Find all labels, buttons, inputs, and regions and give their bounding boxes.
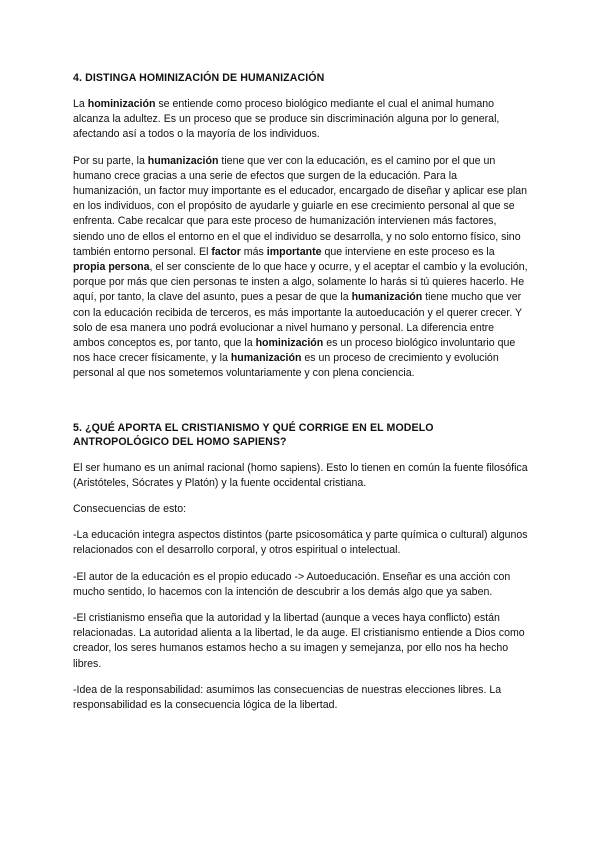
section-5-paragraph-3: -La educación integra aspectos distintos (parte psicosomática y parte química o cultural) algunos relacionados con el desarrollo corporal, y otros espiritual o intelectual. (73, 529, 528, 557)
section-5-heading: 5. ¿QUÉ APORTA EL CRISTIANISMO Y QUÉ CORRIGE EN EL MODELO ANTROPOLÓGICO DEL HOMO SAPIENS? (73, 421, 434, 448)
text-run: Por su parte, la (73, 154, 148, 167)
text-run: La (73, 98, 88, 110)
section-5-paragraph-2: Consecuencias de esto: (73, 503, 187, 516)
text-run: se entiende como proceso biológico mediante el cual el animal humano alcanza la adultez. Es un proceso que se produce sin discriminación alguna por lo general, afectando así a todos o la mayoría de los individuos. (73, 98, 500, 141)
text-run: , el ser consciente de lo que hace y ocurre, y el aceptar el cambio y la evolución, porque por más que cien personas te insten a algo, solamente lo harás si tú quieres hacerlo. He aquí, por tanto, la clave del asunto, pues a pesar de que la (73, 261, 528, 304)
section-5-paragraph-5: -El cristianismo enseña que la autoridad y la libertad (aunque a veces haya conflicto) están relacionadas. La autoridad alienta a la libertad, le da auge. El cristianismo entiende a Dios como creador, los seres humanos estamos hecho a su imagen y semejanza, por ello nos ha hecho libres. (73, 612, 525, 670)
text-run: que interviene en este proceso es la (321, 245, 495, 258)
text-run: es un proceso biológico involuntario que nos hace crecer físicamente, y la (73, 337, 516, 365)
bold-term: hominización (255, 337, 324, 350)
text-run: tiene mucho que ver con la educación recibida de terceros, es más importante la autoeducación y el querer crecer. Y solo de esa manera uno podrá evolucionar a nivel humano y personal. La diferencia entre ambos conceptos es, por tanto, que la (73, 291, 522, 350)
document-page (73, 71, 528, 713)
bold-term: propia persona (73, 261, 150, 274)
section-4-heading: 4. DISTINGA HOMINIZACIÓN DE HUMANIZACIÓN (73, 72, 325, 84)
section-5-paragraph-6: -Idea de la responsabilidad: asumimos las consecuencias de nuestras elecciones libres. La responsabilidad es la consecuencia lógica de la libertad. (73, 683, 502, 712)
section-4-paragraph-1 (73, 97, 528, 143)
bold-term: humanización (351, 291, 423, 304)
text-run: tiene que ver con la educación, es el camino por el que un humano crece gracias a una serie de efectos que surgen de la educación. Para la humanización, un factor muy importante es el educador, encargado de diseñar y aplicar ese plan en los individuos, con el propósito de ayudarle y guiarle en ese crecimiento personal al que se enfrenta. Cabe recalcar que para este proceso de humanización intervienen más factores, siendo uno de ellos el entorno en el que el individuo se desarrolla, y no solo entorno físico, sino también entorno personal. El (73, 154, 528, 258)
bold-term: factor (211, 245, 241, 258)
text-run: es un proceso de crecimiento y evolución personal al que nos sometemos voluntariamente y con plena conciencia. (73, 352, 499, 380)
section-4-paragraph-2 (73, 154, 528, 382)
bold-term: humanización (230, 352, 302, 365)
bold-term: hominización (87, 98, 156, 110)
bold-term: importante (266, 245, 322, 258)
section-5-paragraph-1: El ser humano es un animal racional (homo sapiens). Esto lo tienen en común la fuente filosófica (Aristóteles, Sócrates y Platón) y la fuente occidental cristiana. (73, 461, 528, 489)
text-run: más (240, 245, 267, 258)
bold-term: humanización (147, 154, 219, 167)
section-5-paragraph-4: -El autor de la educación es el propio educado -> Autoeducación. Enseñar es una acción con mucho sentido, lo hacemos con la intención de descubrir a los demás algo que ya saben. (73, 570, 511, 598)
